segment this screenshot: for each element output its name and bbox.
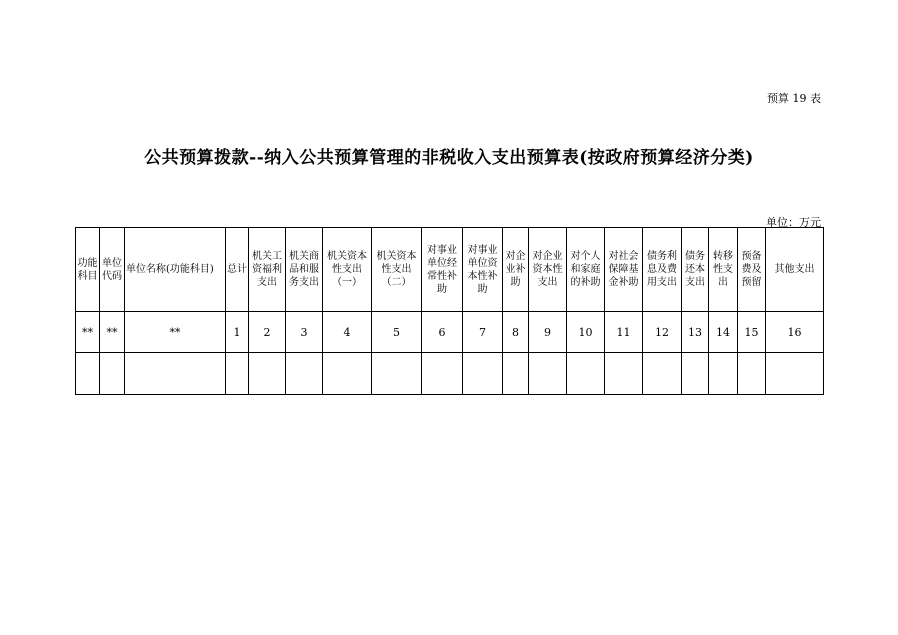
column-header xyxy=(226,228,249,312)
column-header xyxy=(567,228,605,312)
table-cell: 14 xyxy=(709,312,738,353)
column-header xyxy=(682,228,709,312)
table-cell xyxy=(567,353,605,395)
column-header xyxy=(372,228,422,312)
table-cell xyxy=(76,353,100,395)
column-header-label: 债务还本支出 xyxy=(685,251,705,288)
table-cell: 10 xyxy=(567,312,605,353)
column-header-label: 对社会保障基金补助 xyxy=(608,251,639,288)
column-header-label: 其他支出 xyxy=(774,264,815,275)
table-row xyxy=(76,353,824,395)
table-cell xyxy=(286,353,323,395)
table-cell: 8 xyxy=(503,312,529,353)
column-header xyxy=(323,228,372,312)
table-cell xyxy=(125,353,226,395)
table-cell xyxy=(372,353,422,395)
table-cell xyxy=(249,353,286,395)
table-cell: 12 xyxy=(643,312,682,353)
table-cell xyxy=(529,353,567,395)
column-header xyxy=(529,228,567,312)
table-cell: 1 xyxy=(226,312,249,353)
column-header xyxy=(503,228,529,312)
column-header xyxy=(76,228,100,312)
table-cell xyxy=(709,353,738,395)
table-cell xyxy=(226,353,249,395)
column-header xyxy=(643,228,682,312)
table-cell: ** xyxy=(100,312,125,353)
budget-table xyxy=(75,227,824,395)
table-cell: 5 xyxy=(372,312,422,353)
column-header-label: 对企业资本性支出 xyxy=(532,251,563,288)
column-header xyxy=(249,228,286,312)
column-header-label: 机关工资福利支出 xyxy=(252,251,282,288)
page-title: 公共预算拨款--纳入公共预算管理的非税收入支出预算表(按政府预算经济分类) xyxy=(144,148,754,168)
table-cell xyxy=(643,353,682,395)
column-header xyxy=(463,228,503,312)
unit-label: 单位：万元 xyxy=(766,216,821,229)
table-row xyxy=(76,312,824,353)
table-cell: 2 xyxy=(249,312,286,353)
table-cell xyxy=(605,353,643,395)
table-cell: ** xyxy=(125,312,226,353)
column-header-label: 对企业补助 xyxy=(505,251,526,288)
column-header-label: 机关商品和服务支出 xyxy=(289,251,319,288)
column-header xyxy=(286,228,323,312)
column-header-label: 对事业单位资本性补助 xyxy=(467,244,498,295)
column-header-label: 对个人和家庭的补助 xyxy=(570,251,601,288)
column-header xyxy=(738,228,766,312)
column-header xyxy=(766,228,824,312)
column-header xyxy=(605,228,643,312)
table-cell: 7 xyxy=(463,312,503,353)
column-header xyxy=(100,228,125,312)
table-cell xyxy=(100,353,125,395)
column-header-label: 预备费及预留 xyxy=(741,251,762,288)
column-header-label: 转移性支出 xyxy=(713,251,733,288)
column-header-label: 机关资本性支出（一） xyxy=(327,251,367,288)
table-cell: 13 xyxy=(682,312,709,353)
table-cell: 4 xyxy=(323,312,372,353)
table-cell: 6 xyxy=(422,312,463,353)
table-cell: 15 xyxy=(738,312,766,353)
table-cell xyxy=(503,353,529,395)
column-header-label: 债务利息及费用支出 xyxy=(647,251,677,288)
column-header xyxy=(422,228,463,312)
column-header-label: 机关资本性支出（二） xyxy=(376,251,417,288)
column-header xyxy=(709,228,738,312)
table-cell: 3 xyxy=(286,312,323,353)
column-header-label: 功能科目 xyxy=(77,257,98,282)
table-cell xyxy=(682,353,709,395)
table-cell: 11 xyxy=(605,312,643,353)
table-cell: ** xyxy=(76,312,100,353)
table-cell: 9 xyxy=(529,312,567,353)
column-header-label: 单位名称(功能科目) xyxy=(126,264,214,275)
table-cell xyxy=(766,353,824,395)
table-cell xyxy=(463,353,503,395)
column-header-label: 对事业单位经常性补助 xyxy=(427,244,457,295)
column-header xyxy=(125,228,226,312)
column-header-label: 单位代码 xyxy=(102,257,122,282)
header-row xyxy=(76,228,824,312)
table-cell xyxy=(323,353,372,395)
table-cell: 16 xyxy=(766,312,824,353)
table-cell xyxy=(738,353,766,395)
form-number: 预算 19 表 xyxy=(767,92,821,105)
table-cell xyxy=(422,353,463,395)
column-header-label: 总计 xyxy=(227,264,247,275)
